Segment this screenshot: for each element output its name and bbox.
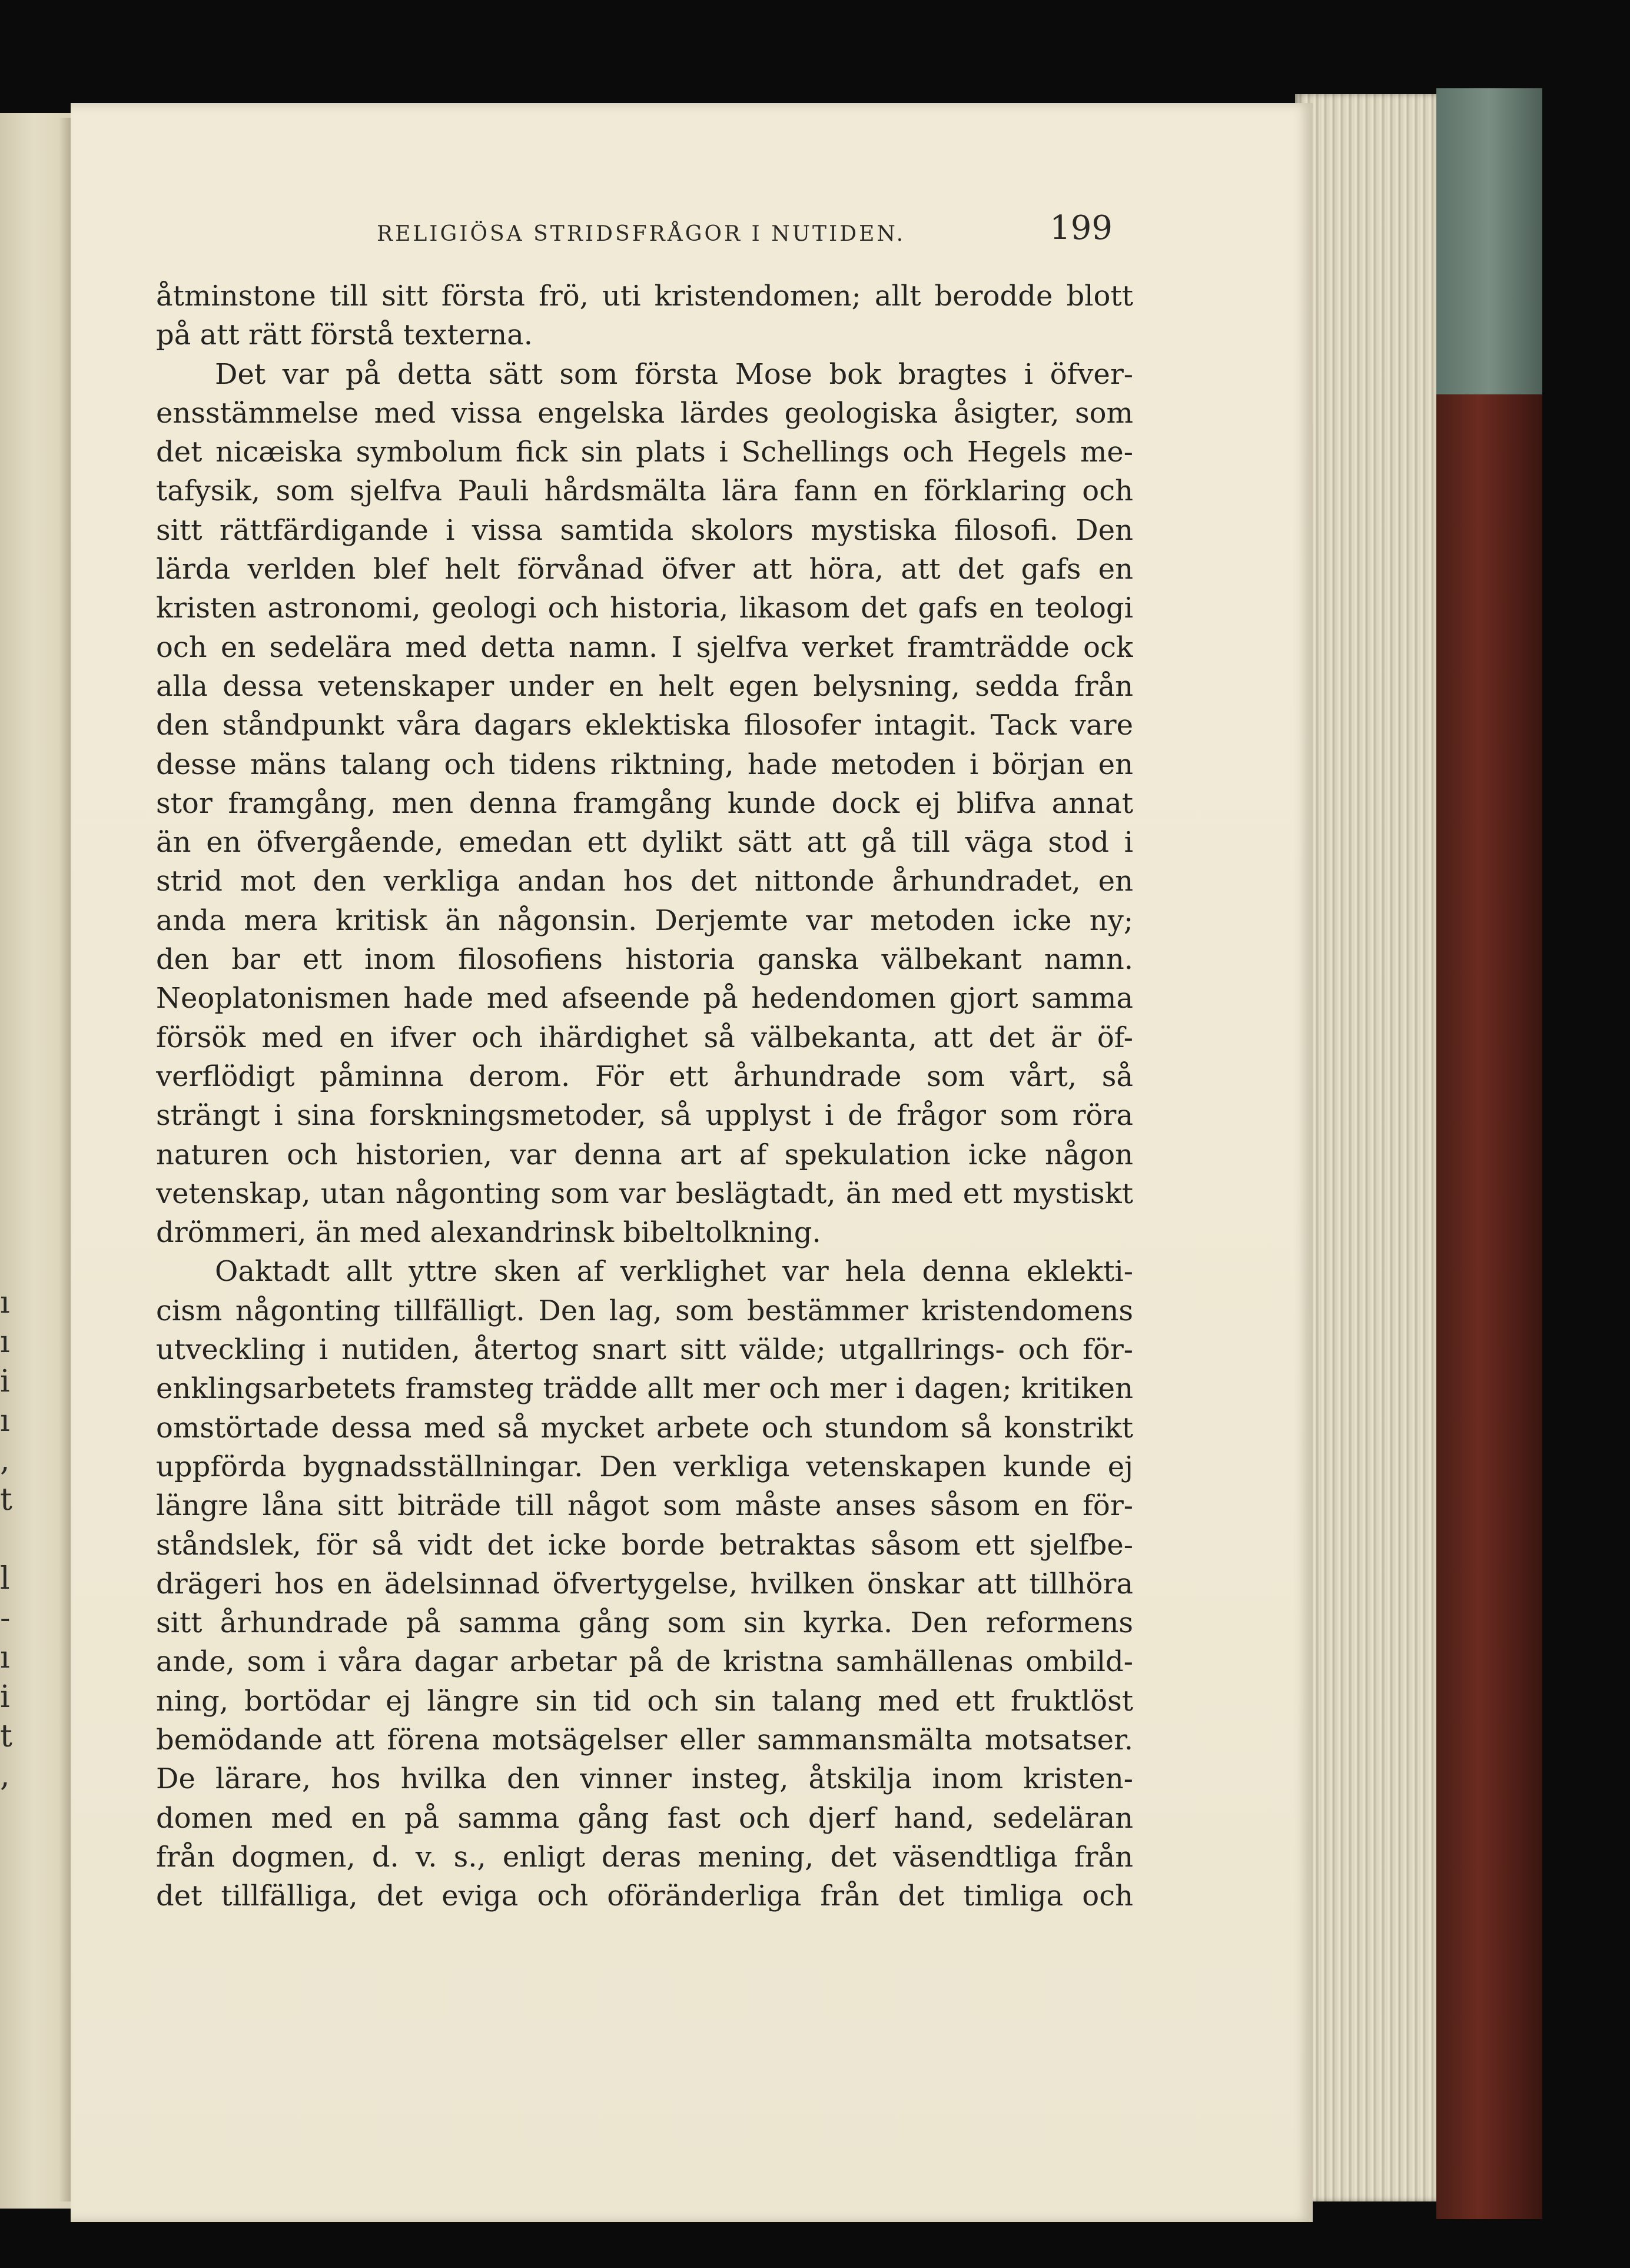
text-line: De lärare, hos hvilka den vinner insteg, åtskilja inom kristen- [156,1762,1133,1796]
running-title: RELIGIÖSA STRIDSFRÅGOR I NUTIDEN. [377,222,906,246]
text-line: omstörtade dessa med så mycket arbete och stundom så konstrikt [156,1411,1133,1445]
text-line: det tillfälliga, det eviga och oföränderliga från det timliga och [156,1880,1133,1913]
page-number: 199 [1050,209,1113,247]
text-line: vetenskap, utan någonting som var beslägtadt, än med ett mystiskt [156,1177,1133,1210]
text-line: sitt århundrade på samma gång som sin kyrka. Den reformens [156,1606,1133,1640]
text-line: bemödande att förena motsägelser eller sammansmälta motsatser. [156,1723,1133,1756]
cover-label-band [1436,88,1542,394]
text-line: ståndslek, för så vidt det icke borde betraktas såsom ett sjelfbe- [156,1528,1133,1562]
text-line: cism någonting tillfälligt. Den lag, som bestämmer kristendomens [156,1294,1133,1327]
text-line: strid mot den verkliga andan hos det nittonde århundradet, en [156,865,1133,898]
body-text [156,277,1133,1915]
text-line: den bar ett inom filosofiens historia ganska välbekant namn. [156,943,1133,977]
text-line: tafysik, som sjelfva Pauli hårdsmälta lära fann en förklaring och [156,474,1133,508]
text-line: Oaktadt allt yttre sken af verklighet var hela denna eklekti- [215,1255,1133,1289]
text-line: längre låna sitt biträde till något som måste anses såsom en för- [156,1489,1133,1523]
text-line: desse mäns talang och tidens riktning, hade metoden i början en [156,748,1133,781]
text-line: enklingsarbetets framsteg trädde allt mer och mer i dagen; kritiken [156,1372,1133,1406]
text-line: verflödigt påminna derom. För ett århundrade som vårt, så [156,1060,1133,1093]
text-line: den ståndpunkt våra dagars eklektiska filosofer intagit. Tack vare [156,709,1133,742]
text-line: från dogmen, d. v. s., enligt deras mening, det väsendtliga från [156,1840,1133,1874]
text-line: på att rätt förstå texterna. [156,318,533,352]
text-line: alla dessa vetenskaper under en helt egen belysning, sedda från [156,669,1133,703]
text-line: drömmeri, än med alexandrinsk bibeltolkning. [156,1216,821,1250]
text-line: uppförda bygnadsställningar. Den verkliga vetenskapen kunde ej [156,1450,1133,1483]
text-line: anda mera kritisk än någonsin. Derjemte var metoden icke ny; [156,904,1133,937]
text-line: ning, bortödar ej längre sin tid och sin talang med ett fruktlöst [156,1684,1133,1718]
book-cover [1436,88,1542,2219]
text-line: domen med en på samma gång fast och djerf hand, sedeläran [156,1801,1133,1835]
text-line: strängt i sina forskningsmetoder, så upplyst i de frågor som röra [156,1099,1133,1133]
text-line: och en sedelära med detta namn. I sjelfva verket framträdde ock [156,630,1133,664]
text-line: ande, som i våra dagar arbetar på de kristna samhällenas ombild- [156,1645,1133,1679]
text-line: Det var på detta sätt som första Mose bok bragtes i öfver- [215,357,1133,391]
text-line: kristen astronomi, geologi och historia, likasom det gafs en teologi [156,592,1133,625]
text-line: det nicæiska symbolum fick sin plats i Schellings och Hegels me- [156,436,1133,469]
text-line: stor framgång, men denna framgång kunde dock ej blifva annat [156,786,1133,820]
text-line: drägeri hos en ädelsinnad öfvertygelse, hvilken önskar att tillhöra [156,1567,1133,1600]
page-header [306,209,1113,262]
text-line: åtminstone till sitt första frö, uti kristendomen; allt berodde blott [156,280,1133,313]
previous-page-margin-text: ı ı i ı , t l - ı i t , [0,1285,12,1794]
text-line: lärda verlden blef helt förvånad öfver att höra, att det gafs en [156,553,1133,586]
text-line: försök med en ifver och ihärdighet så välbekanta, att det är öf- [156,1021,1133,1054]
text-line: än en öfvergående, emedan ett dylikt sätt att gå till väga stod i [156,826,1133,859]
text-line: Neoplatonismen hade med afseende på hedendomen gjort samma [156,982,1133,1015]
text-line: naturen och historien, var denna art af spekulation icke någon [156,1138,1133,1171]
text-line: utveckling i nutiden, återtog snart sitt välde; utgallrings- och för- [156,1333,1133,1367]
text-line: ensstämmelse med vissa engelska lärdes geologiska åsigter, som [156,396,1133,430]
text-line: sitt rättfärdigande i vissa samtida skolors mystiska filosofi. Den [156,513,1133,547]
